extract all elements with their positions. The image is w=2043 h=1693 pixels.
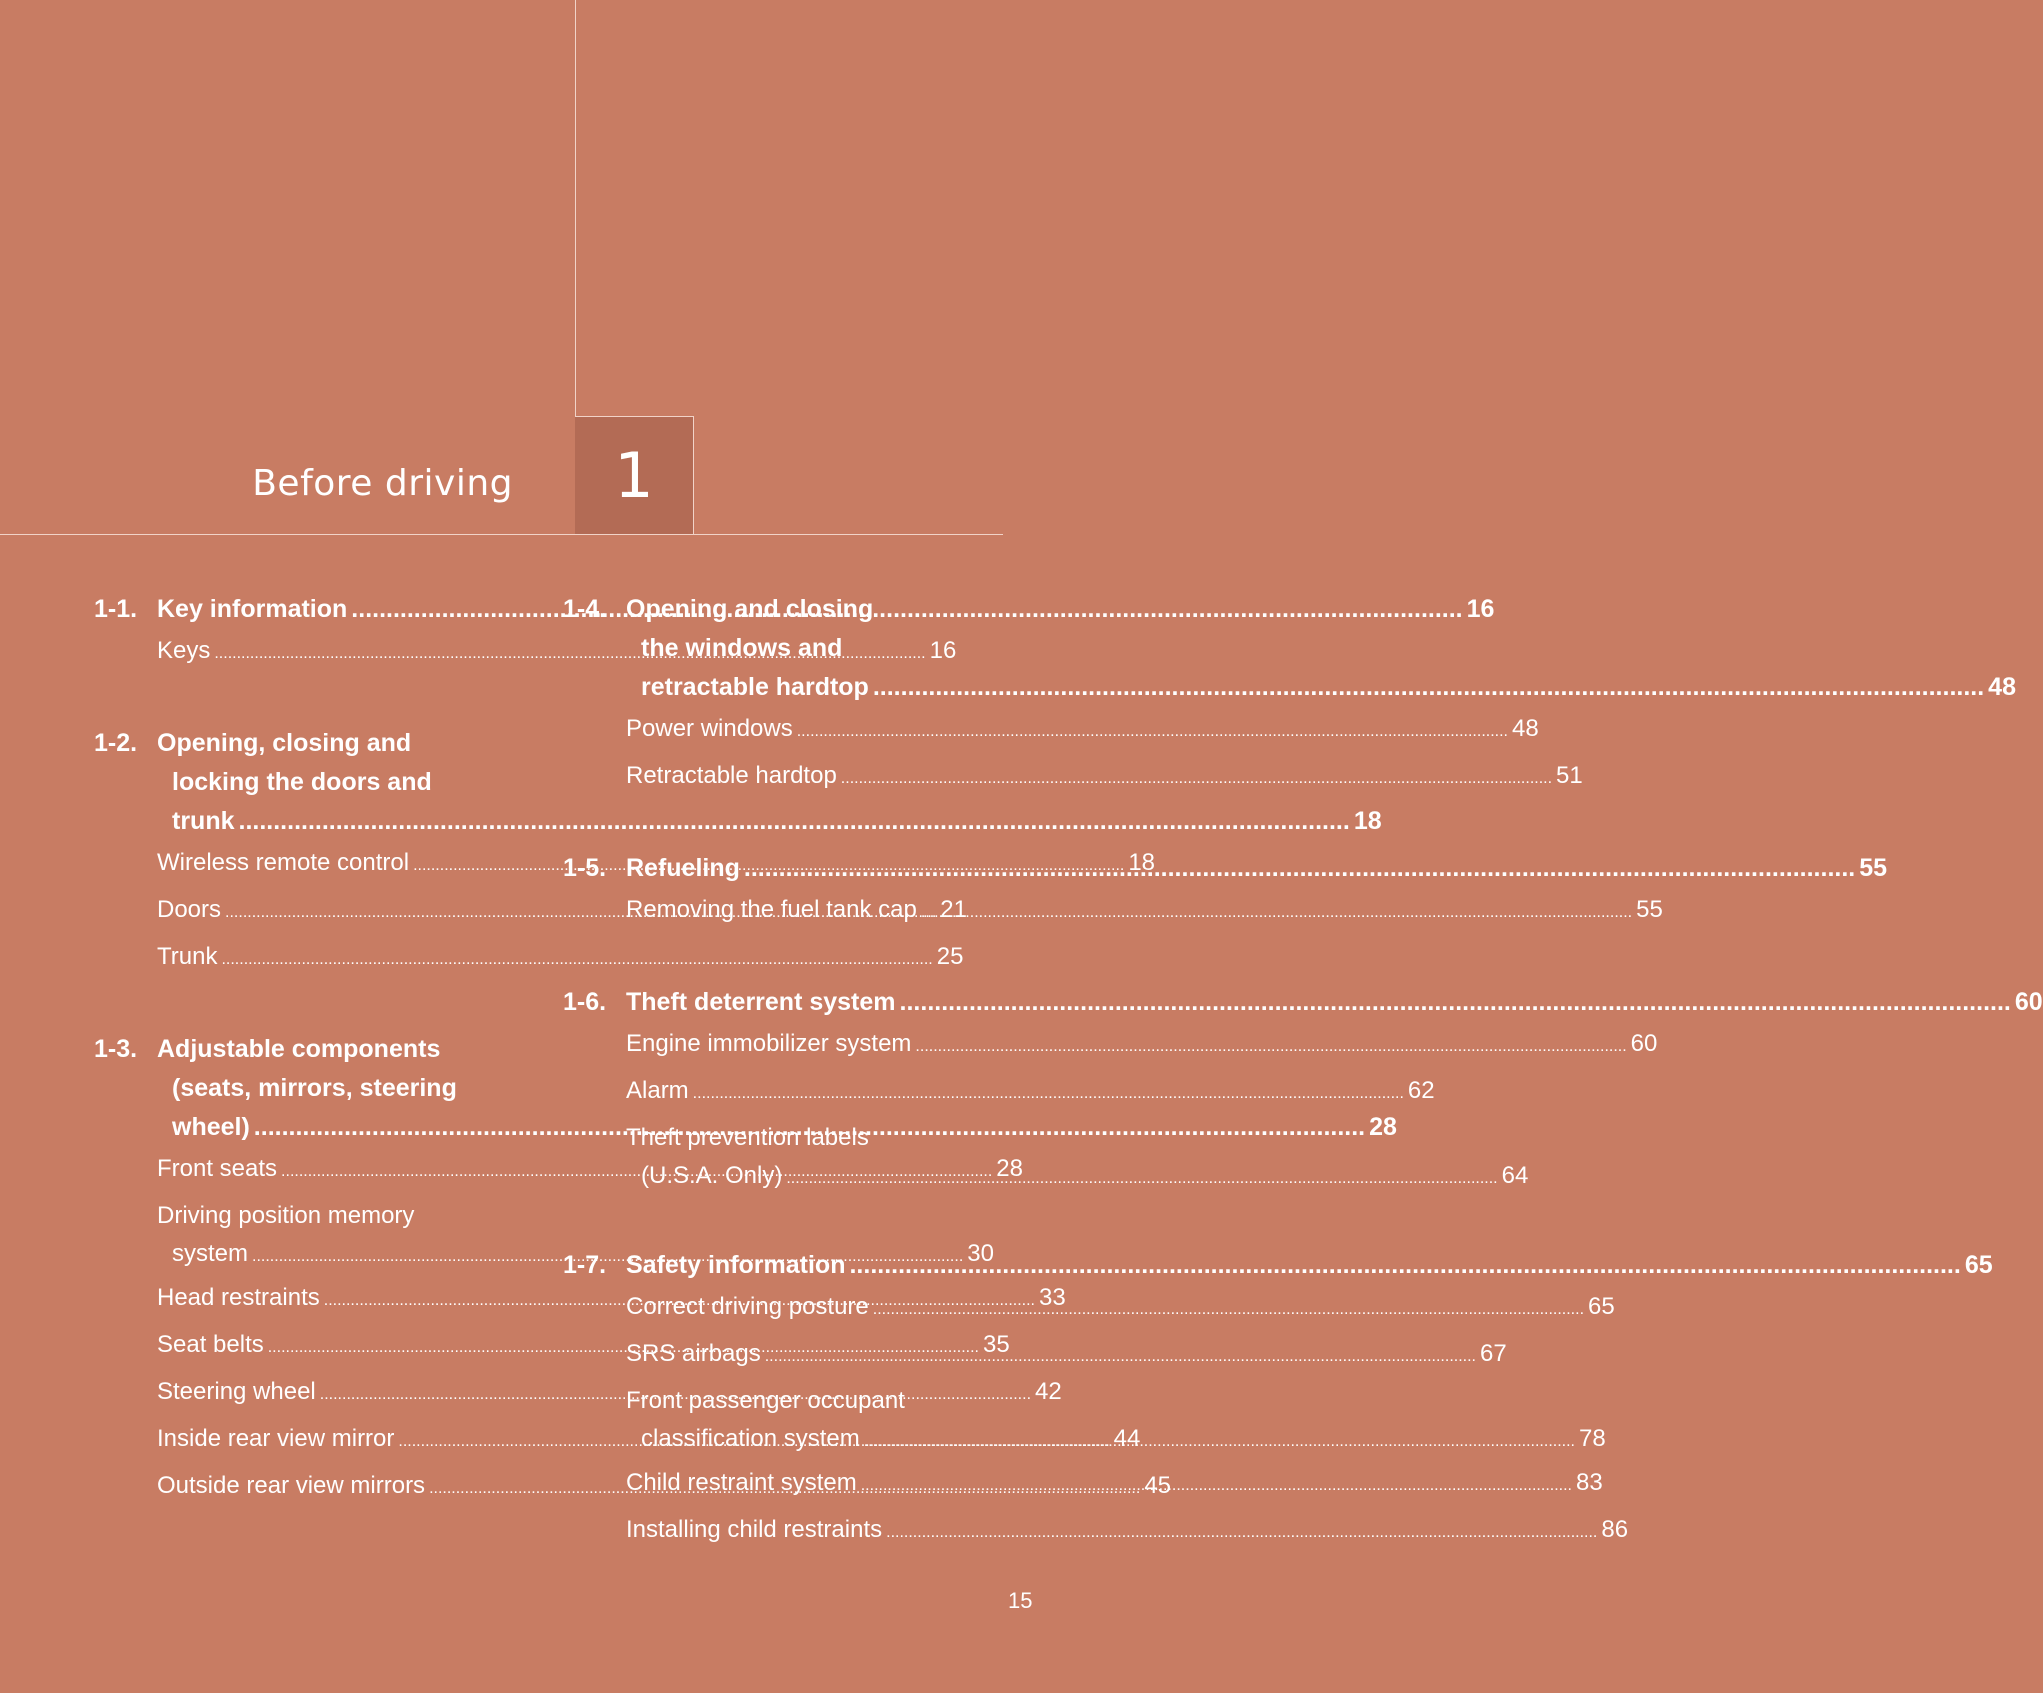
entry-page-number: 35: [982, 1331, 1010, 1358]
entry-text: Front seats: [157, 1155, 278, 1182]
dot-leader: [861, 1464, 1572, 1508]
toc-entry[interactable]: [626, 707, 1539, 754]
entry-text: Child restraint system: [626, 1469, 857, 1496]
section-number: 1-2.: [94, 729, 138, 757]
entry-text: Doors: [157, 896, 222, 923]
entry-text: Trunk: [157, 943, 218, 970]
entry-line: [626, 888, 1663, 935]
chapter-number-tab: 1: [575, 416, 694, 534]
entry-page-number: 30: [967, 1240, 994, 1267]
section-number: 1-1.: [94, 595, 138, 623]
section-page-number: 48: [1988, 673, 2016, 701]
entry-line: [626, 1508, 1629, 1555]
section-items: [563, 888, 1663, 935]
section-number: 1-4.: [563, 595, 607, 623]
entry-page-number: 86: [1601, 1516, 1629, 1543]
entry-line: [626, 1069, 1435, 1116]
entry-page-number: 78: [1578, 1425, 1606, 1452]
entry-page-number: 64: [1501, 1162, 1529, 1189]
section-title-line: [626, 849, 1887, 888]
section-page-number: 16: [1466, 595, 1495, 623]
entry-page-number: 45: [1144, 1472, 1172, 1499]
entry-page-number: 42: [1035, 1378, 1062, 1405]
section-page-number: 28: [1369, 1113, 1397, 1141]
entry-text: Steering wheel: [157, 1378, 316, 1405]
section-title-text: locking the doors and: [172, 768, 432, 796]
entry-text: (U.S.A. Only): [641, 1162, 783, 1189]
entry-text: Alarm: [626, 1077, 689, 1104]
entry-text: Outside rear view mirrors: [157, 1472, 426, 1499]
section-title-line: [626, 1246, 1993, 1285]
section-title-text: the windows and: [641, 634, 843, 662]
entry-page-number: 48: [1511, 715, 1539, 742]
entry-line: [157, 1194, 520, 1238]
entry-text: Engine immobilizer system: [626, 1030, 912, 1057]
section-heading[interactable]: [563, 1246, 1993, 1285]
entry-line: [626, 1116, 989, 1160]
section-title-text: (seats, mirrors, steering: [172, 1074, 457, 1102]
dot-leader: [849, 1246, 1960, 1285]
entry-page-number: 83: [1575, 1469, 1603, 1496]
entry-text: Retractable hardtop: [626, 762, 837, 789]
entry-page-number: 62: [1407, 1077, 1435, 1104]
section-title-text: Key information: [157, 595, 348, 623]
entry-line: [626, 1379, 989, 1423]
section-number: 1-7.: [563, 1251, 607, 1279]
section-title: [626, 1246, 1993, 1285]
section-page-number: 60: [2014, 988, 2043, 1016]
dot-leader: [693, 1072, 1404, 1116]
entry-text: Wireless remote control: [157, 849, 410, 876]
section-number: 1-5.: [563, 854, 607, 882]
entry-text: Power windows: [626, 715, 793, 742]
section-title: [626, 849, 1887, 888]
entry-line: [626, 707, 1539, 754]
section-title-text: Opening and closing: [626, 595, 874, 623]
page-number: 15: [1008, 1588, 1033, 1613]
section-title-text: trunk: [172, 807, 235, 835]
dot-leader: [864, 1422, 1575, 1461]
section-page-number: 18: [1353, 807, 1382, 835]
section-items: [563, 707, 1583, 801]
entry-text: Correct driving posture: [626, 1293, 869, 1320]
chapter-title: Before driving: [252, 463, 513, 504]
dot-leader: [765, 1335, 1476, 1379]
entry-text: Theft prevention labels: [626, 1124, 869, 1151]
section-number: 1-3.: [94, 1035, 138, 1063]
section-title-text: Refueling: [626, 854, 740, 882]
entry-text: Seat belts: [157, 1331, 264, 1358]
horizontal-rule: [0, 534, 1003, 535]
entry-page-number: 18: [1128, 849, 1156, 876]
entry-page-number: 67: [1479, 1340, 1507, 1367]
entry-text: classification system: [641, 1425, 860, 1452]
section-title-text: Theft deterrent system: [626, 988, 896, 1016]
entry-page-number: 60: [1630, 1030, 1658, 1057]
section-heading[interactable]: [563, 983, 2043, 1022]
section-title-line: [626, 983, 2043, 1022]
entry-text: Installing child restraints: [626, 1516, 883, 1543]
entry-page-number: 33: [1039, 1284, 1066, 1311]
section-number: 1-6.: [563, 988, 607, 1016]
section-title-line: [626, 668, 2016, 707]
section-title-line: [626, 590, 2016, 629]
section-title-text: retractable hardtop: [641, 673, 869, 701]
entry-page-number: 44: [1113, 1425, 1141, 1452]
entry-line: [157, 935, 964, 982]
entry-page-number: 21: [940, 896, 967, 923]
entry-text: Removing the fuel tank cap: [626, 896, 917, 923]
dot-leader: [921, 891, 1632, 935]
entry-page-number: 55: [1636, 896, 1663, 923]
section-title-text: Safety information: [626, 1251, 846, 1279]
entry-text: Head restraints: [157, 1284, 320, 1311]
section-page-number: 65: [1964, 1251, 1993, 1279]
toc-entry[interactable]: [157, 935, 964, 982]
entry-text: Driving position memory: [157, 1202, 415, 1229]
dot-leader: [886, 1511, 1597, 1555]
section-title: [626, 983, 2043, 1022]
dot-leader: [841, 757, 1552, 801]
toc-entry[interactable]: [626, 888, 1663, 935]
entry-page-number: 16: [929, 637, 957, 664]
toc-entry[interactable]: [626, 1022, 1658, 1069]
entry-text: Front passenger occupant: [626, 1387, 905, 1414]
entry-page-number: 51: [1556, 762, 1583, 789]
entry-page-number: 25: [936, 943, 964, 970]
section-title: [626, 590, 2016, 707]
toc-entry[interactable]: [626, 1069, 1435, 1116]
entry-page-number: 65: [1588, 1293, 1615, 1320]
dot-leader: [744, 849, 1855, 888]
section-title-text: Adjustable components: [157, 1035, 441, 1063]
entry-line: [626, 754, 1583, 801]
entry-page-number: 28: [996, 1155, 1023, 1182]
section-title-text: Opening, closing and: [157, 729, 412, 757]
section-title-line: [626, 629, 2016, 668]
entry-text: SRS airbags: [626, 1340, 761, 1367]
entry-text: Keys: [157, 637, 211, 664]
toc-entry[interactable]: [626, 754, 1583, 801]
dot-leader: [797, 710, 1508, 754]
entry-line: [626, 1022, 1658, 1069]
entry-text: system: [172, 1240, 249, 1267]
dot-leader: [873, 668, 1984, 707]
dot-leader: [786, 1159, 1497, 1198]
section-page-number: 55: [1859, 854, 1888, 882]
dot-leader: [900, 983, 2011, 1022]
toc-entry[interactable]: [626, 1508, 1629, 1555]
dot-leader: [873, 1288, 1584, 1332]
dot-leader: [915, 1025, 1626, 1069]
entry-text: Inside rear view mirror: [157, 1425, 395, 1452]
section-title-text: wheel): [172, 1113, 250, 1141]
